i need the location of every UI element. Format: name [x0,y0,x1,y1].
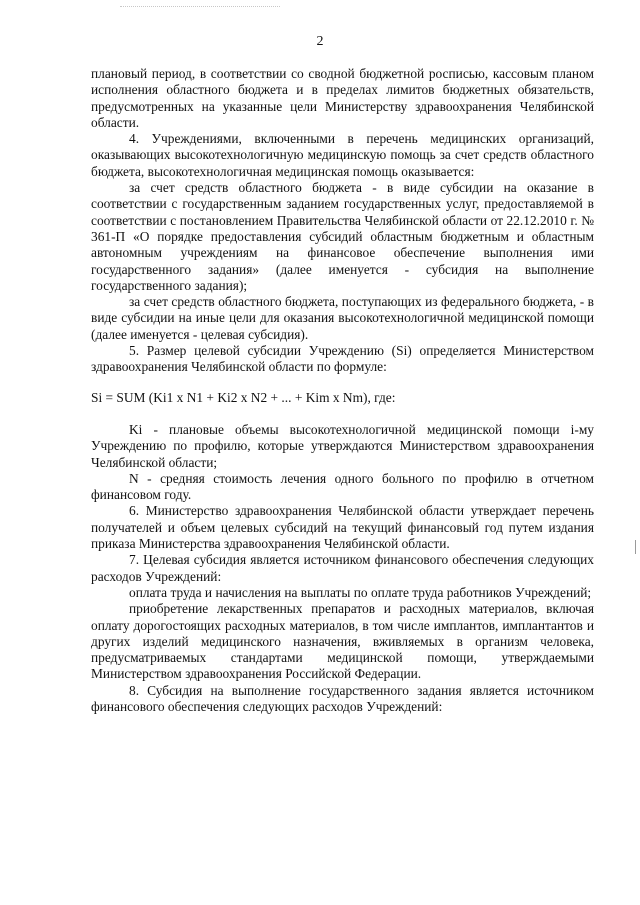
paragraph-item-5: 5. Размер целевой субсидии Учреждению (Si) определяется Министерством здравоохранения Челябинской области по формуле: [91,343,594,375]
paragraph-salary: оплата труда и начисления на выплаты по оплате труда работников Учреждений; [129,584,592,600]
paragraph-item-4: 4. Учреждениями, включенными в перечень медицинских организаций, оказывающих высокотехнологичную медицинскую помощь за счет средств областного бюджета, высокотехнологичная медицинская помощь оказывается: [91,131,594,179]
paragraph-federal-budget: за счет средств областного бюджета, поступающих из федерального бюджета, - в виде субсидии на иные цели для оказания высокотехнологичной медицинской помощи (далее именуется - целевая субсидия). [91,294,594,342]
scan-artifact [635,540,636,554]
formula: Si = SUM (Ki1 x N1 + Ki2 x N2 + ... + Kim x Nm), где: [91,389,396,405]
paragraph-regional-budget: за счет средств областного бюджета - в виде субсидии на оказание в соответствии с государственным заданием государственных услуг, предоставляемой в соответствии с постановлением Правительства Челябинской области от 22.12.2010 г. № 361-П «О порядке предоставления субсидий областным бюджетным и областным автономным учреждениям на финансовое обеспечение выполнения ими государственного задания» (далее именуется - субсидия на выполнение государственного задания); [91,180,594,293]
document-body [91,66,594,715]
paragraph-item-7: 7. Целевая субсидия является источником финансового обеспечения следующих расходов Учреждений: [91,552,594,584]
paragraph-ki-definition: Ki - плановые объемы высокотехнологичной медицинской помощи i-му Учреждению по профилю, которые утверждаются Министерством здравоохранения Челябинской области; [91,421,594,470]
paragraph-n-definition: N - средняя стоимость лечения одного больного по профилю в отчетном финансовом году. [91,470,594,503]
paragraph-item-8: 8. Субсидия на выполнение государственного задания является источником финансового обеспечения следующих расходов Учреждений: [91,682,594,714]
page-number: 2 [316,34,324,49]
paragraph-item-6: 6. Министерство здравоохранения Челябинской области утверждает перечень получателей и объем целевых субсидий на текущий финансовый год путем издания приказа Министерства здравоохранения Челябинской области. [91,503,594,552]
paragraph-medicines: приобретение лекарственных препаратов и расходных материалов, включая оплату дорогостоящих расходных материалов, в том числе имплантов, имплантантов и других изделий медицинского назначения, вживляемых в организм человека, предусматриваемых стандартами медицинской помощи, утверждаемыми Министерством здравоохранения Российской Федерации. [91,601,594,682]
scan-artifact [120,6,280,8]
paragraph-continuation: плановый период, в соответствии со сводной бюджетной росписью, кассовым планом исполнения областного бюджета и в пределах лимитов бюджетных обязательств, предусмотренных на указанные цели Министерству здравоохранения Челябинской области. [91,66,594,130]
